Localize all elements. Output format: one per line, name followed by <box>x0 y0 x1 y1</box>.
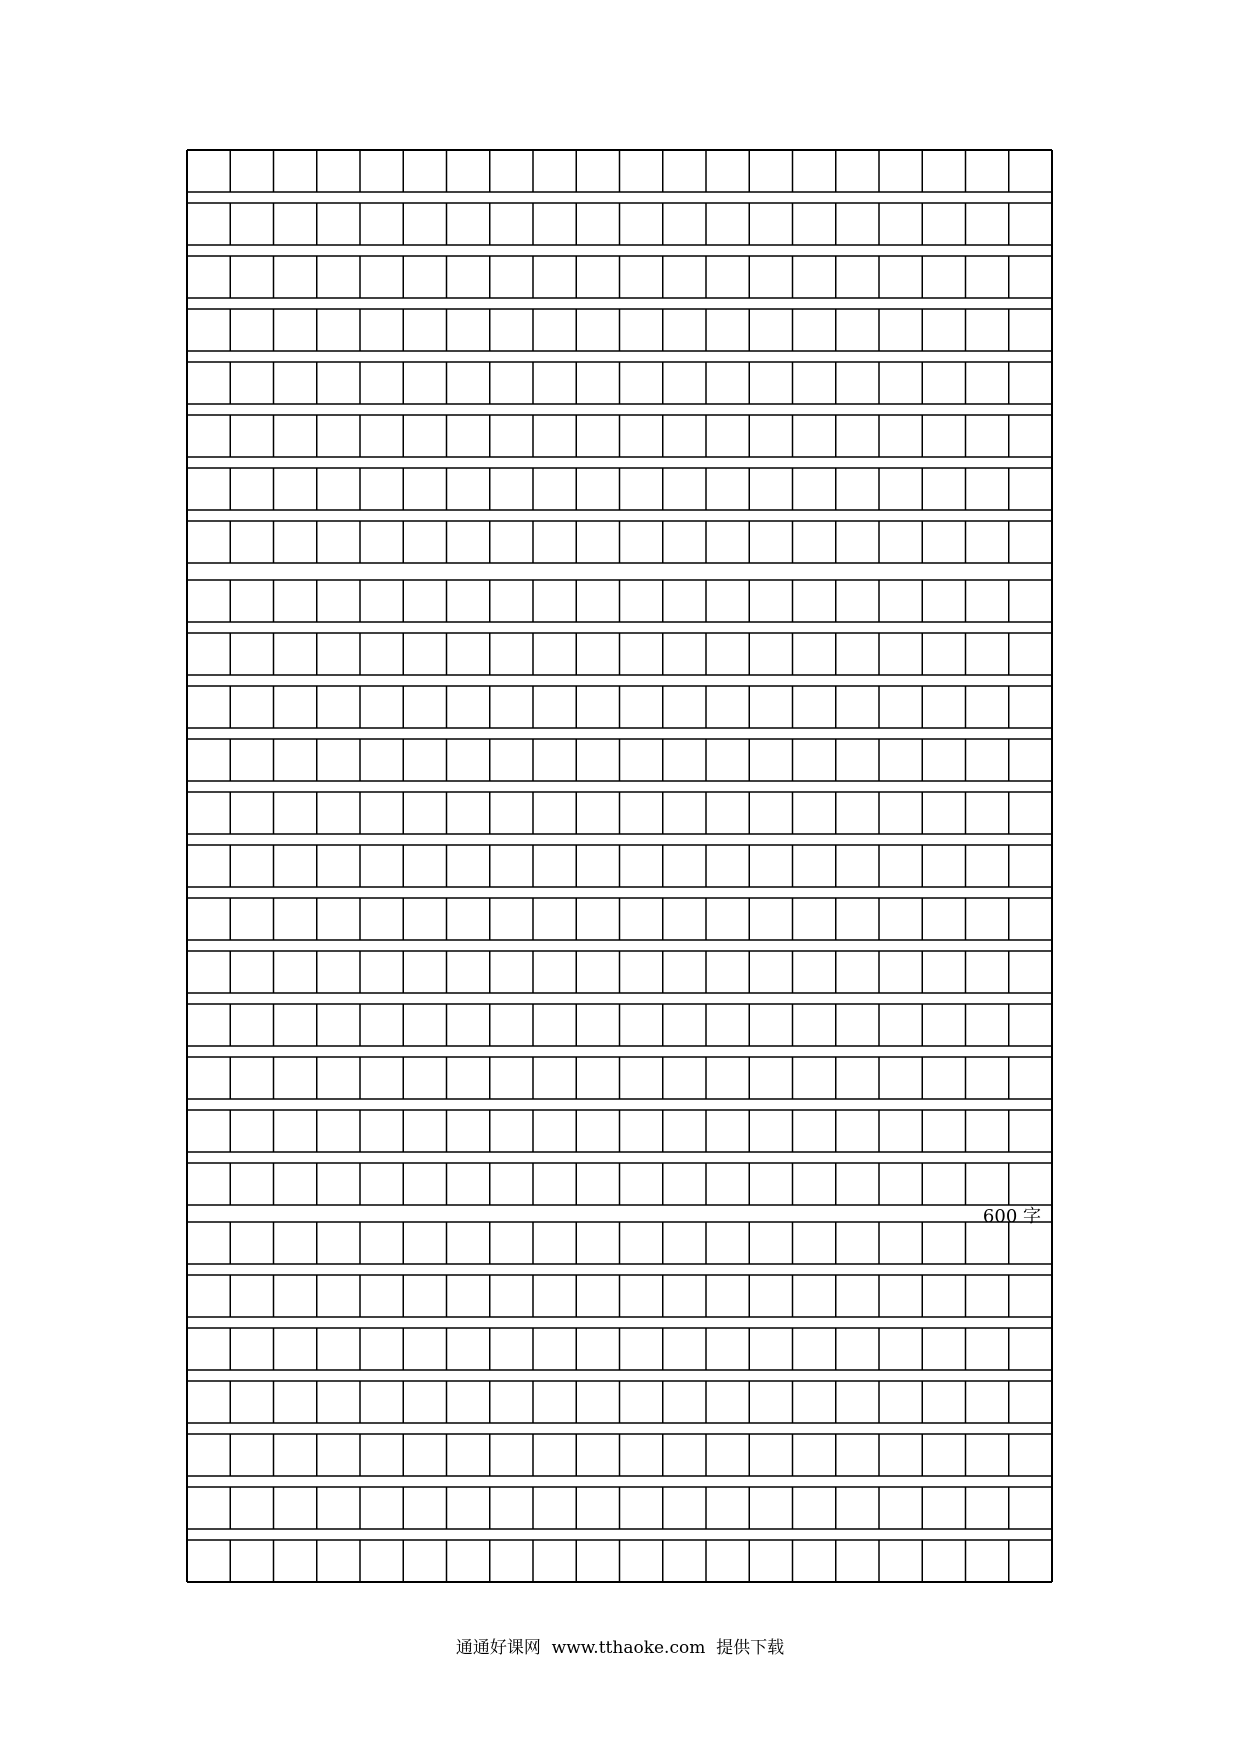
word-count-marker: 600 字 <box>982 1206 1041 1227</box>
footer-credit: 通通好课网 www.tthaoke.com 提供下载 <box>455 1638 785 1658</box>
